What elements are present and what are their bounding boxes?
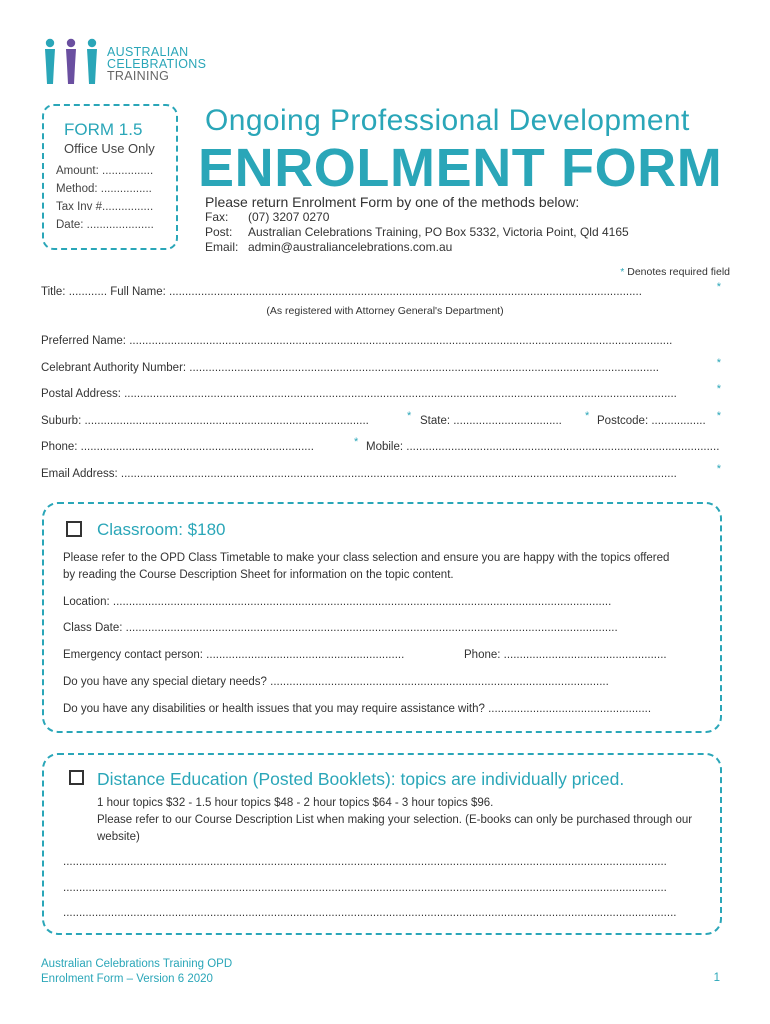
- required-note-text: Denotes required field: [624, 266, 730, 278]
- required-star: *: [354, 436, 359, 448]
- email-line: [205, 240, 452, 254]
- post-line: [205, 225, 629, 239]
- form-subtitle: Ongoing Professional Development: [205, 104, 690, 137]
- emergency-contact-field[interactable]: Emergency contact person: ..............................................................: [63, 649, 405, 661]
- form-number: FORM 1.5: [64, 120, 143, 139]
- page-number: 1: [713, 972, 720, 984]
- topic-line-3[interactable]: ................................................................................................................................................................................................: [63, 907, 677, 919]
- amount-field[interactable]: Amount: ................: [56, 165, 154, 177]
- logo-line-2: CELEBRATIONS: [107, 57, 207, 71]
- logo-text: [107, 46, 206, 82]
- form-title: ENROLMENT FORM: [198, 138, 723, 198]
- authority-number-text: Celebrant Authority Number: ...................................................................................................................................................: [41, 362, 659, 374]
- suburb-field[interactable]: Suburb: .........................................................................................: [41, 415, 369, 427]
- required-star: *: [716, 357, 721, 369]
- email-label: Email:: [205, 240, 239, 254]
- suburb-row: [41, 410, 721, 431]
- email-address-text: Email Address: ..............................................................................................................................................................................: [41, 468, 677, 480]
- email-value[interactable]: admin@australiancelebrations.com.au: [248, 240, 453, 254]
- disability-field[interactable]: Do you have any disabilities or health issues that you may require assistance with? ...................................................: [63, 703, 652, 715]
- logo-figures-icon: [42, 38, 100, 86]
- dietary-field[interactable]: Do you have any special dietary needs? ..........................................................................................................: [63, 676, 609, 688]
- emergency-phone-field[interactable]: Phone: ...................................................: [464, 649, 667, 661]
- postcode-field[interactable]: Postcode: .................: [597, 415, 706, 427]
- postal-address-field[interactable]: [41, 383, 721, 404]
- preferred-name-field[interactable]: [41, 335, 721, 351]
- topic-line-2[interactable]: .............................................................................................................................................................................................: [63, 882, 667, 894]
- postal-address-text: Postal Address: .............................................................................................................................................................................: [41, 388, 677, 400]
- email-address-field[interactable]: [41, 463, 721, 484]
- fax-value: (07) 3207 0270: [248, 210, 330, 224]
- classroom-section: [42, 502, 722, 733]
- location-field[interactable]: Location: ............................................................................................................................................................: [63, 596, 612, 608]
- required-star: *: [716, 281, 721, 293]
- required-star: *: [620, 266, 625, 278]
- registration-note: (As registered with Attorney General's Department): [266, 305, 504, 317]
- post-value: Australian Celebrations Training, PO Box 5332, Victoria Point, Qld 4165: [248, 225, 629, 239]
- classroom-heading: Classroom: $180: [97, 520, 226, 539]
- date-field[interactable]: Date: .....................: [56, 219, 154, 231]
- footer: [41, 957, 232, 987]
- phone-field[interactable]: Phone: .........................................................................: [41, 441, 314, 453]
- office-use-box: [42, 104, 178, 250]
- distance-note: Please refer to our Course Description List when making your selection. (E-books can only be purchased through our website): [97, 814, 693, 843]
- required-star: *: [716, 463, 721, 475]
- distance-prices: 1 hour topics $32 - 1.5 hour topics $48 - 2 hour topics $64 - 3 hour topics $96.: [97, 797, 494, 809]
- fax-label: Fax:: [205, 210, 229, 224]
- logo-line-1: AUSTRALIAN: [107, 45, 189, 59]
- preferred-name-text: Preferred Name: ..........................................................................................................................................................................: [41, 335, 673, 347]
- distance-section: [42, 753, 722, 935]
- state-field[interactable]: State: ..................................: [420, 415, 562, 427]
- required-star: *: [716, 410, 721, 422]
- fax-line: [205, 210, 329, 224]
- required-star: *: [585, 410, 590, 422]
- footer-line-2: Enrolment Form – Version 6 2020: [41, 973, 213, 985]
- class-date-field[interactable]: Class Date: ..........................................................................................................................................................: [63, 622, 618, 634]
- authority-number-field[interactable]: [41, 357, 721, 378]
- required-star: *: [716, 383, 721, 395]
- required-star: *: [407, 410, 412, 422]
- post-label: Post:: [205, 225, 233, 239]
- required-note: [620, 266, 730, 278]
- method-field[interactable]: Method: ................: [56, 183, 152, 195]
- logo-line-3: TRAINING: [107, 69, 170, 83]
- distance-checkbox[interactable]: [69, 770, 84, 785]
- full-name-field[interactable]: [41, 281, 721, 302]
- topic-line-1[interactable]: .............................................................................................................................................................................................: [63, 856, 667, 868]
- return-instructions: Please return Enrolment Form by one of the methods below:: [205, 194, 580, 210]
- footer-line-1: Australian Celebrations Training OPD: [41, 958, 233, 970]
- office-use-caption: Office Use Only: [64, 141, 155, 156]
- mobile-field[interactable]: Mobile: ..................................................................................................: [366, 441, 720, 453]
- classroom-checkbox[interactable]: [66, 521, 82, 537]
- phone-row: [41, 436, 721, 457]
- tax-inv-field[interactable]: Tax Inv #................: [56, 201, 154, 213]
- full-name-text: Title: ............ Full Name: ....................................................................................................................................................: [41, 286, 642, 298]
- distance-heading: Distance Education (Posted Booklets): topics are individually priced.: [97, 769, 625, 789]
- classroom-description: Please refer to the OPD Class Timetable to make your class selection and ensure you are happy with the topics offered by reading the Course Description Sheet for information on the topic content.: [63, 552, 670, 581]
